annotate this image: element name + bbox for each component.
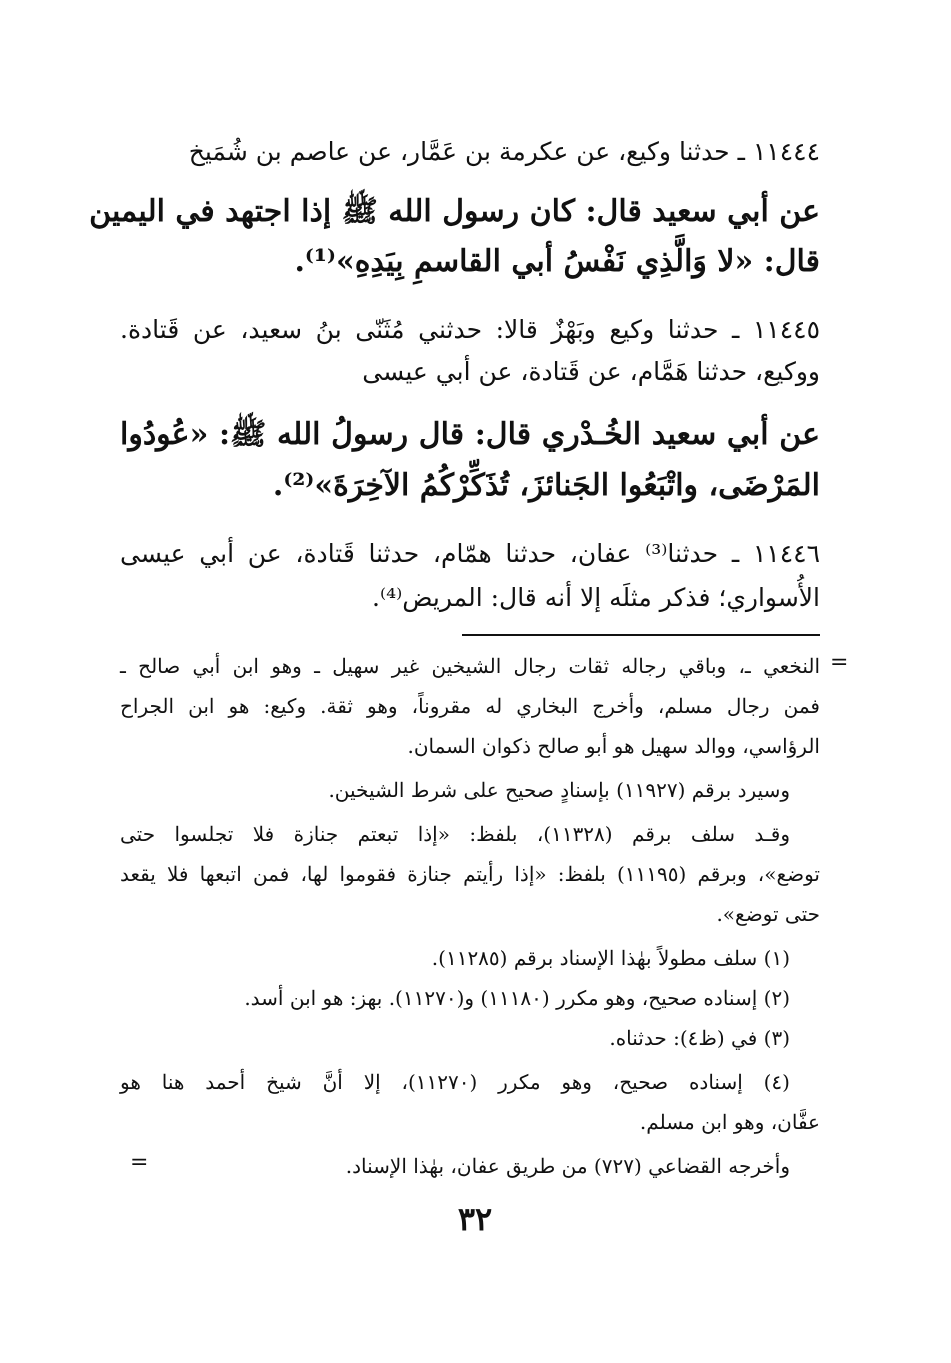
hadith-1444-matn-line-1: عن أبي سعيد قال: كان رسول الله ﷺ إذا اجتهد في اليمين bbox=[89, 194, 820, 229]
hadith-1445-isnad-line-1: ١١٤٤٥ ـ حدثنا وكيع وبَهْزٌ قالا: حدثني مُثَنّى بنُ سعيد، عن قَتادة. bbox=[120, 315, 820, 344]
footnote-continued-line-3: الرؤاسي، ووالد سهيل هو أبو صالح ذكوان السمان. bbox=[407, 734, 820, 758]
footnote-separator bbox=[462, 634, 820, 636]
page-number: ٣٢ bbox=[457, 1200, 493, 1238]
footnote-4-line-2: عفَّان، وهو ابن مسلم. bbox=[639, 1110, 820, 1134]
hadith-1445-matn-line-2: المَرْضَى، واتْبَعُوا الجَنائزَ، تُذَكِّرْكُمُ الآخِرَةَ»⁽²⁾. bbox=[272, 468, 820, 503]
footnote-2: (٢) إسناده صحيح، وهو مكرر (١١١٨٠) و(١١٢٧٠). بهز: هو ابن أسد. bbox=[244, 986, 790, 1010]
footnote-continued-line-6: توضع»، وبرقم (١١١٩٥) بلفظ: «إذا رأيتم جنازة فقوموا لها، فمن اتبعها فلا يقعد bbox=[120, 862, 820, 886]
hadith-1444-matn-line-2: قال: «لا وَالَّذِي نَفْسُ أبي القاسمِ بِيَدِهِ»⁽¹⁾. bbox=[294, 244, 820, 279]
footnote-3: (٣) في (ظ٤): حدثناه. bbox=[609, 1026, 790, 1050]
continued-next-page-marker: = bbox=[130, 1150, 149, 1175]
footnote-continued-line-2: فمن رجال مسلم، وأخرج البخاري له مقروناً، وهو ثقة. وكيع: هو ابن الجراح bbox=[120, 694, 820, 718]
footnote-continued-line-1: النخعي ـ، وباقي رجاله ثقات رجال الشيخين غير سهيل ـ وهو ابن أبي صالح ـ bbox=[120, 654, 820, 678]
footnote-1: (١) سلف مطولاً بهٰذا الإسناد برقم (١١٢٨٥). bbox=[431, 946, 790, 970]
hadith-1446-line-2: الأُسواري؛ فذكر مثلَه إلا أنه قال: المريض⁽⁴⁾. bbox=[372, 583, 820, 612]
hadith-1445-isnad-line-2: ووكيع، حدثنا هَمَّام، عن قَتادة، عن أبي عيسى bbox=[362, 357, 820, 386]
hadith-1446-line-1: ١١٤٤٦ ـ حدثنا⁽³⁾ عفان، حدثنا همّام، حدثنا قَتادة، عن أبي عيسى bbox=[120, 539, 821, 568]
footnote-4-line-1: (٤) إسناده صحيح، وهو مكرر (١١٢٧٠)، إلا أنَّ شيخ أحمد هنا هو bbox=[120, 1070, 790, 1094]
hadith-1444-isnad: ١١٤٤٤ ـ حدثنا وكيع، عن عكرمة بن عَمَّار، عن عاصم بن شُمَيخ bbox=[188, 137, 820, 166]
continuation-marker: = bbox=[830, 650, 849, 675]
hadith-1445-matn-line-1: عن أبي سعيد الخُـدْري قال: قال رسولُ الله ﷺ: «عُودُوا bbox=[120, 417, 820, 452]
footnote-continued-line-4: وسيرد برقم (١١٩٢٧) بإسنادٍ صحيح على شرط الشيخين. bbox=[328, 778, 790, 802]
footnote-continued-line-5: وقـد سلف برقم (١١٣٢٨)، بلفظ: «إذا تبعتم جنازة فلا تجلسوا حتى bbox=[120, 822, 790, 846]
footnote-continued-line-7: حتى توضع». bbox=[716, 902, 820, 926]
footnote-4-line-3: وأخرجه القضاعي (٧٢٧) من طريق عفان، بهٰذا الإسناد. bbox=[345, 1154, 790, 1178]
